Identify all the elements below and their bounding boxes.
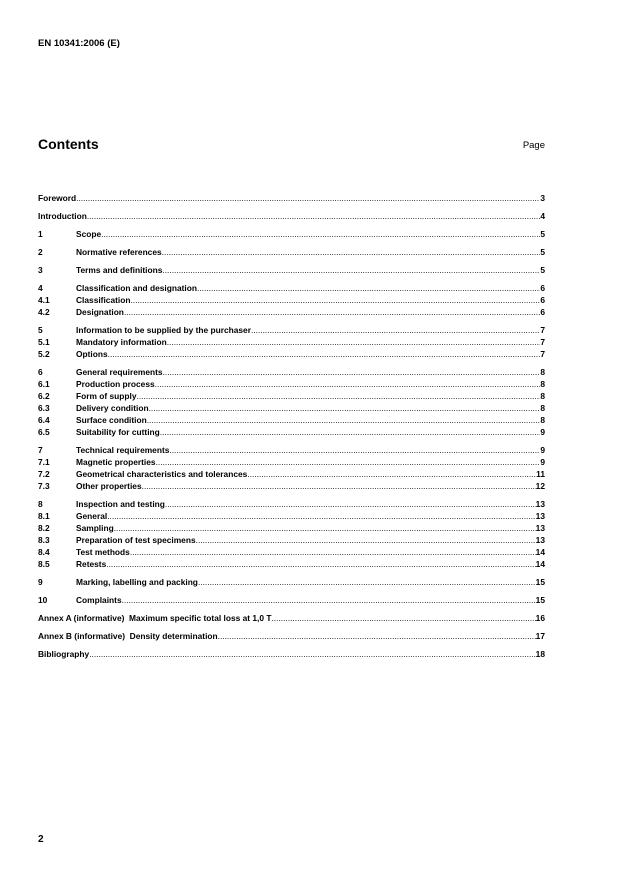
toc-entry-title: Inspection and testing xyxy=(76,499,165,509)
toc-entry-title: Retests xyxy=(76,559,107,569)
toc-entry-number: 5.2 xyxy=(38,349,50,359)
toc-entry-title: Scope xyxy=(76,229,102,239)
toc-entry-7-1[interactable] xyxy=(38,456,545,468)
toc-entry-number: 10 xyxy=(38,595,48,605)
toc-entry-title: Information to be supplied by the purchaser xyxy=(76,325,251,335)
toc-entry-number: 6.4 xyxy=(38,415,50,425)
toc-entry-page: 9 xyxy=(540,457,545,467)
toc-entry-page: 4 xyxy=(540,211,545,221)
toc-entry-4[interactable] xyxy=(38,282,545,294)
toc-entry-page: 6 xyxy=(540,307,545,317)
toc-entry-page: 7 xyxy=(540,337,545,347)
toc-entry-annex-b[interactable] xyxy=(38,630,545,642)
toc-entry-title: Classification xyxy=(76,295,131,305)
toc-entry-page: 8 xyxy=(540,367,545,377)
toc-entry-6-1[interactable] xyxy=(38,378,545,390)
toc-entry-number: 3 xyxy=(38,265,43,275)
toc-entry-number: 6.1 xyxy=(38,379,50,389)
toc-entry-title: Preparation of test specimens xyxy=(76,535,196,545)
toc-entry-title: Complaints xyxy=(76,595,122,605)
toc-entry-title: Classification and designation xyxy=(76,283,197,293)
toc-entry-title: Other properties xyxy=(76,481,142,491)
toc-entry-8-2[interactable] xyxy=(38,522,545,534)
toc-entry-number: 6.2 xyxy=(38,391,50,401)
toc-entry-7-2[interactable] xyxy=(38,468,545,480)
toc-entry-annex-a[interactable] xyxy=(38,612,545,624)
toc-entry-page: 8 xyxy=(540,403,545,413)
toc-entry-title: Foreword xyxy=(38,193,77,203)
toc-entry-introduction[interactable] xyxy=(38,210,545,222)
toc-entry-5-1[interactable] xyxy=(38,336,545,348)
toc-entry-8-4[interactable] xyxy=(38,546,545,558)
toc-entry-page: 11 xyxy=(536,469,545,479)
toc-entry-page: 5 xyxy=(540,229,545,239)
toc-entry-7-3[interactable] xyxy=(38,480,545,492)
toc-entry-number: 1 xyxy=(38,229,43,239)
toc-entry-page: 16 xyxy=(535,613,545,623)
contents-heading: Contents xyxy=(38,136,99,152)
toc-entry-number: 7.2 xyxy=(38,469,50,479)
toc-entry-4-2[interactable] xyxy=(38,306,545,318)
toc-entry-5[interactable] xyxy=(38,324,545,336)
toc-entry-number: 8.3 xyxy=(38,535,50,545)
toc-entry-number: 6.3 xyxy=(38,403,50,413)
toc-entry-title: Normative references xyxy=(76,247,162,257)
toc-entry-page: 13 xyxy=(535,511,545,521)
toc-entry-page: 14 xyxy=(535,547,545,557)
toc-entry-5-2[interactable] xyxy=(38,348,545,360)
toc-entry-number: 9 xyxy=(38,577,43,587)
toc-entry-6-2[interactable] xyxy=(38,390,545,402)
toc-entry-number: 5 xyxy=(38,325,43,335)
toc-entry-9[interactable] xyxy=(38,576,545,588)
toc-entry-title: Sampling xyxy=(76,523,114,533)
toc-entry-title: Delivery condition xyxy=(76,403,149,413)
toc-entry-title: Test methods xyxy=(76,547,130,557)
page-number: 2 xyxy=(38,834,44,845)
toc-entry-page: 12 xyxy=(535,481,545,491)
toc-entry-number: 8.1 xyxy=(38,511,50,521)
toc-entry-8-5[interactable] xyxy=(38,558,545,570)
toc-entry-title: General requirements xyxy=(76,367,163,377)
table-of-contents xyxy=(38,192,545,660)
toc-entry-page: 13 xyxy=(535,499,545,509)
toc-entry-8-3[interactable] xyxy=(38,534,545,546)
toc-entry-number: 2 xyxy=(38,247,43,257)
toc-entry-title: Annex A (informative) Maximum specific total loss at 1,0 T xyxy=(38,613,272,623)
toc-entry-number: 8.5 xyxy=(38,559,50,569)
toc-entry-title: Mandatory information xyxy=(76,337,167,347)
toc-entry-page: 7 xyxy=(540,349,545,359)
toc-entry-page: 18 xyxy=(535,649,545,659)
toc-entry-page: 5 xyxy=(540,247,545,257)
toc-entry-number: 6.5 xyxy=(38,427,50,437)
toc-entry-title: Bibliography xyxy=(38,649,90,659)
toc-entry-number: 5.1 xyxy=(38,337,50,347)
toc-entry-number: 8.2 xyxy=(38,523,50,533)
toc-entry-title: Technical requirements xyxy=(76,445,170,455)
toc-entry-number: 7.3 xyxy=(38,481,50,491)
toc-entry-number: 4.2 xyxy=(38,307,50,317)
toc-entry-page: 15 xyxy=(535,577,545,587)
toc-entry-number: 6 xyxy=(38,367,43,377)
toc-entry-6-5[interactable] xyxy=(38,426,545,438)
toc-entry-page: 14 xyxy=(535,559,545,569)
toc-entry-page: 9 xyxy=(540,445,545,455)
toc-entry-title: Form of supply xyxy=(76,391,137,401)
toc-entry-page: 13 xyxy=(535,523,545,533)
document-id: EN 10341:2006 (E) xyxy=(38,38,120,49)
toc-entry-title: General xyxy=(76,511,108,521)
toc-entry-foreword[interactable] xyxy=(38,192,545,204)
toc-entry-page: 5 xyxy=(540,265,545,275)
toc-entry-6-4[interactable] xyxy=(38,414,545,426)
toc-entry-number: 7 xyxy=(38,445,43,455)
toc-entry-number: 8 xyxy=(38,499,43,509)
toc-entry-1[interactable] xyxy=(38,228,545,240)
toc-entry-number: 4 xyxy=(38,283,43,293)
toc-entry-page: 6 xyxy=(540,283,545,293)
toc-entry-page: 13 xyxy=(535,535,545,545)
toc-entry-page: 3 xyxy=(540,193,545,203)
toc-entry-title: Marking, labelling and packing xyxy=(76,577,198,587)
toc-entry-title: Suitability for cutting xyxy=(76,427,160,437)
toc-entry-2[interactable] xyxy=(38,246,545,258)
toc-entry-8[interactable] xyxy=(38,498,545,510)
toc-entry-page: 17 xyxy=(535,631,545,641)
toc-entry-title: Production process xyxy=(76,379,155,389)
toc-entry-number: 7.1 xyxy=(38,457,50,467)
toc-entry-title: Annex B (informative) Density determination xyxy=(38,631,218,641)
toc-entry-title: Geometrical characteristics and tolerances xyxy=(76,469,248,479)
toc-entry-page: 6 xyxy=(540,295,545,305)
toc-entry-bibliography[interactable] xyxy=(38,648,545,660)
toc-entry-4-1[interactable] xyxy=(38,294,545,306)
toc-entry-page: 8 xyxy=(540,415,545,425)
toc-entry-page: 9 xyxy=(540,427,545,437)
toc-entry-title: Introduction xyxy=(38,211,87,221)
toc-entry-6-3[interactable] xyxy=(38,402,545,414)
toc-entry-title: Terms and definitions xyxy=(76,265,163,275)
toc-entry-3[interactable] xyxy=(38,264,545,276)
toc-entry-page: 7 xyxy=(540,325,545,335)
toc-entry-title: Options xyxy=(76,349,108,359)
toc-entry-title: Magnetic properties xyxy=(76,457,156,467)
toc-entry-title: Designation xyxy=(76,307,124,317)
toc-entry-number: 4.1 xyxy=(38,295,50,305)
toc-entry-page: 8 xyxy=(540,379,545,389)
toc-entry-7[interactable] xyxy=(38,444,545,456)
toc-entry-8-1[interactable] xyxy=(38,510,545,522)
toc-entry-page: 15 xyxy=(535,595,545,605)
toc-entry-6[interactable] xyxy=(38,366,545,378)
toc-entry-number: 8.4 xyxy=(38,547,50,557)
toc-entry-title: Surface condition xyxy=(76,415,147,425)
page-column-label: Page xyxy=(522,140,545,151)
toc-entry-page: 8 xyxy=(540,391,545,401)
toc-entry-10[interactable] xyxy=(38,594,545,606)
